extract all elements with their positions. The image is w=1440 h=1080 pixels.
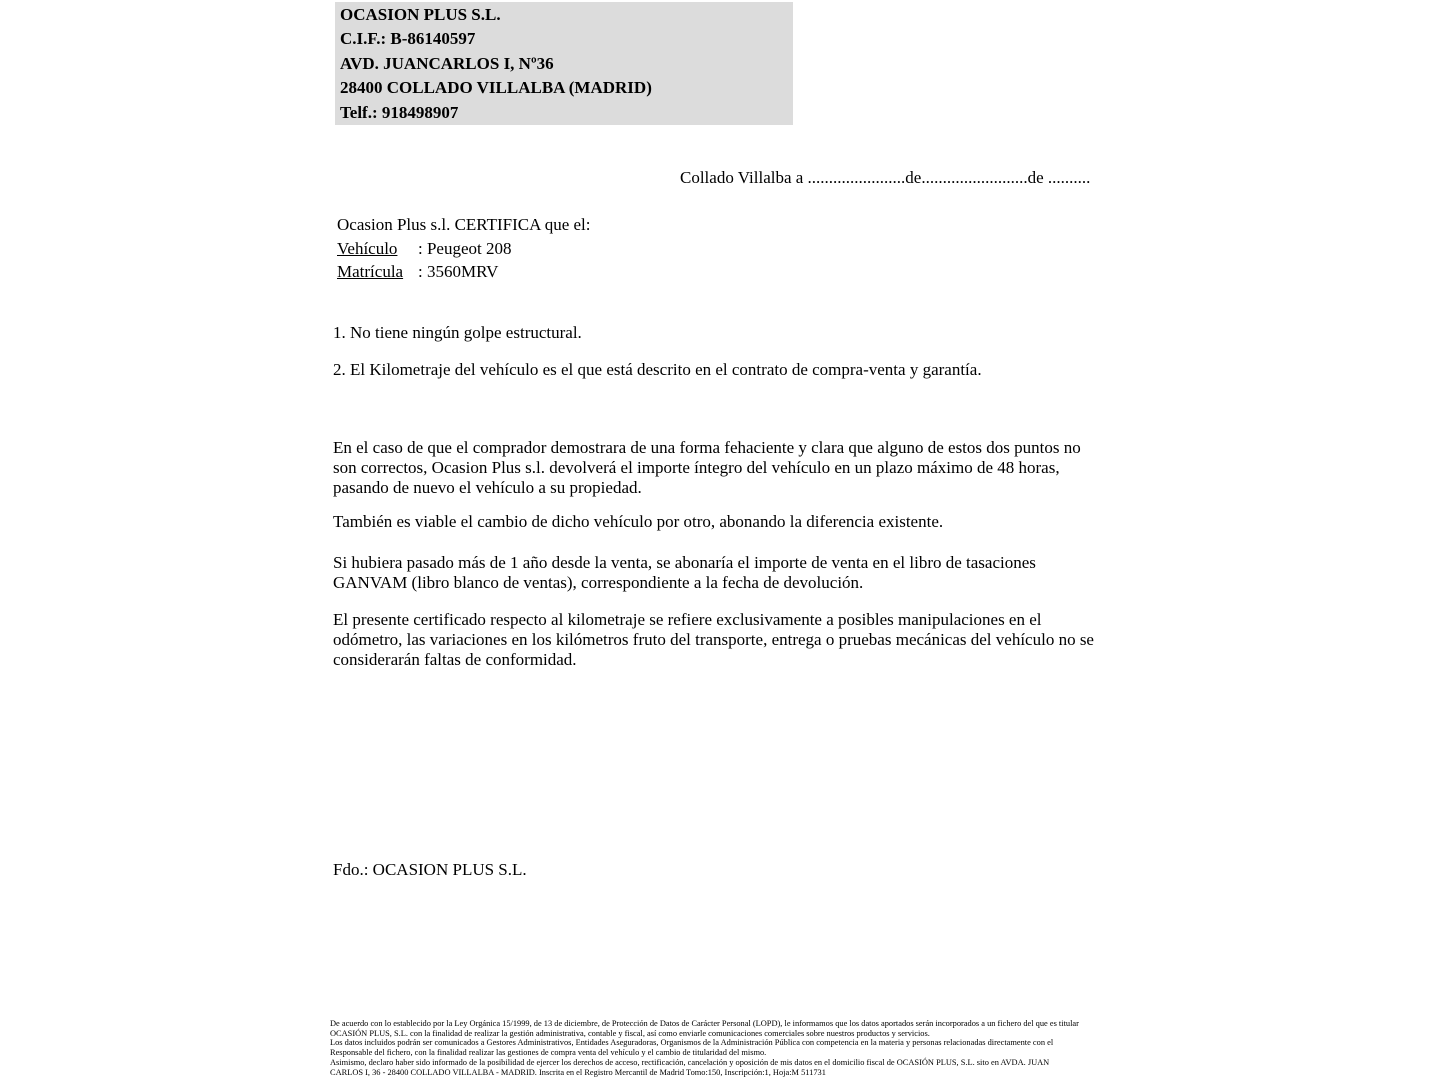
signature-line: Fdo.: OCASION PLUS S.L.: [333, 860, 527, 879]
company-phone: Telf.: 918498907: [340, 102, 459, 122]
legal-line: CARLOS I, 36 - 28400 COLLADO VILLALBA - MADRID. Inscrita en el Registro Mercantil de Madrid Tomo:150, Inscripción:1, Hoja:M 511731: [330, 1067, 826, 1077]
legal-fine-print: [330, 1019, 1120, 1077]
date-line: Collado Villalba a .......................de.........................de ..........: [680, 168, 1091, 187]
legal-line: Los datos incluidos podrán ser comunicados a Gestores Administrativos, Entidades Aseguradoras, Organismos de la Administración Pública con competencia en la materia y personas relacionadas directamente con el: [330, 1038, 1054, 1048]
legal-line: OCASIÓN PLUS, S.L. con la finalidad de realizar la gestión administrativa, contable y fiscal, así como enviarle comunicaciones comerciales sobre nuestros productos y servicios.: [330, 1028, 930, 1038]
vehicle-label: Vehículo: [337, 238, 398, 258]
plate-field-row: [337, 260, 591, 284]
company-address: AVD. JUANCARLOS I, Nº36: [340, 53, 554, 73]
body-paragraph-ganvam: Si hubiera pasado más de 1 año desde la venta, se abonaría el importe de venta en el libro de tasaciones GANVAM (libro blanco de ventas), correspondiente a la fecha de devolución.: [333, 553, 1036, 592]
certify-block: [337, 213, 591, 284]
plate-label: Matrícula: [337, 262, 404, 281]
body-paragraph-exchange: También es viable el cambio de dicho vehículo por otro, abonando la diferencia existente.: [333, 512, 944, 531]
body-paragraph-refund: En el caso de que el comprador demostrara de una forma fehaciente y clara que alguno de estos dos puntos no son correctos, Ocasion Plus s.l. devolverá el importe íntegro del vehículo en un plazo máximo de 48 horas, pasando de nuevo el vehículo a su propiedad.: [333, 438, 1081, 497]
certify-intro: Ocasion Plus s.l. CERTIFICA que el:: [337, 215, 591, 234]
vehicle-value: : Peugeot 208: [418, 238, 512, 258]
body-paragraph-odometer: El presente certificado respecto al kilometraje se refiere exclusivamente a posibles manipulaciones en el odómetro, las variaciones en los kilómetros fruto del transporte, entrega o pruebas mecánicas del vehículo no se considerarán faltas de conformidad.: [333, 610, 1094, 669]
company-name: OCASION PLUS S.L.: [340, 5, 501, 24]
plate-value: : 3560MRV: [418, 262, 499, 281]
company-cif: C.I.F.: B-86140597: [340, 29, 476, 49]
vehicle-field-row: [337, 237, 591, 261]
company-header-block: [335, 2, 793, 125]
clause-2: 2. El Kilometraje del vehículo es el que está descrito en el contrato de compra-venta y garantía.: [333, 360, 982, 379]
company-city: 28400 COLLADO VILLALBA (MADRID): [340, 78, 652, 98]
clause-1: 1. No tiene ningún golpe estructural.: [333, 323, 582, 342]
legal-line: Responsable del fichero, con la finalidad realizar las gestiones de compra venta del vehículo y el cambio de titularidad del mismo.: [330, 1048, 767, 1058]
legal-line: De acuerdo con lo establecido por la Ley Orgánica 15/1999, de 13 de diciembre, de Protección de Datos de Carácter Personal (LOPD), le informamos que los datos aportados serán incorporados a un fichero del que es titular: [330, 1019, 1079, 1028]
legal-line: Asimismo, declaro haber sido informado de la posibilidad de ejercer los derechos de acceso, rectificación, cancelación y oposición de mis datos en el domicilio fiscal de OCASIÓN PLUS, S.L. sito en AVDA. JUAN: [330, 1057, 1050, 1067]
